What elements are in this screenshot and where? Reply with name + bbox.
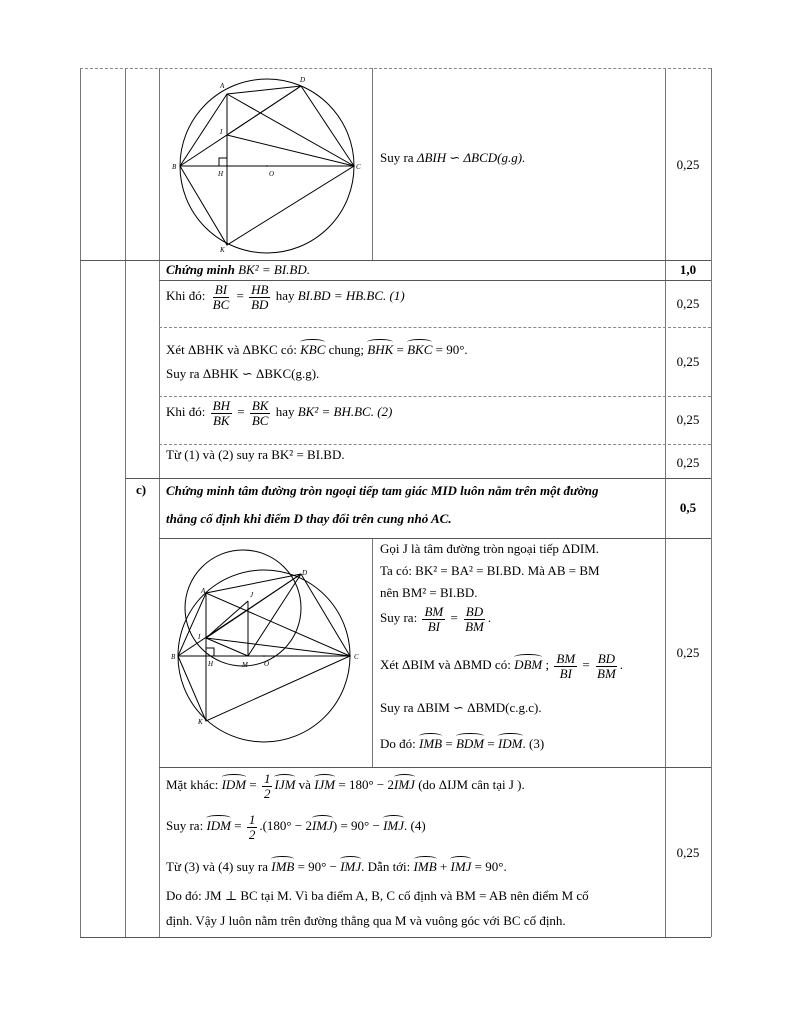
angle: BHK (367, 339, 393, 358)
table-border-right (711, 68, 712, 937)
figure-label: O (264, 660, 270, 668)
fraction: $\frac{1}{2}$ (248, 812, 256, 842)
angle: IMJ (312, 815, 333, 834)
row-divider (159, 280, 711, 281)
part-b-step3: Khi đó: $\frac{BH}{BK}$ = $\frac{BK}{BC}$ hay BK² = BH.BC. (2) (166, 398, 393, 428)
part-b-step1: Khi đó: $\frac{BI}{BC}$ = $\frac{HB}{BD}$ hay BI.BD = HB.BC. (1) (166, 282, 405, 312)
fraction: $\frac{BK}{BC}$ (251, 398, 269, 428)
row-divider (159, 767, 711, 768)
part-c-b1-l6: Suy ra ΔBIM ∽ ΔBMD(c.g.c). (380, 700, 542, 715)
figure-label: M (242, 661, 248, 669)
part-c-b2-l4: Do đó: JM ⊥ BC tại M. Vì ba điểm A, B, C cố định và BM = AB nên điểm M cố (166, 888, 589, 903)
part-c-heading-line1: Chứng minh tâm đường tròn ngoại tiếp tam giác MID luôn nằm trên một đường (166, 483, 599, 498)
score-cell: 0,25 (676, 412, 700, 427)
angle: IMJ (394, 774, 415, 793)
row-divider (159, 396, 711, 397)
angle: IJM (274, 774, 295, 793)
figure-label: H (218, 170, 224, 178)
angle: IDM (222, 774, 247, 793)
part-c-heading-line2: thẳng cố định khi điểm D thay đổi trên cung nhỏ AC. (166, 511, 452, 526)
fraction: $\frac{1}{2}$ (263, 771, 271, 801)
angle: IMB (414, 856, 437, 875)
part-c-b2-l2: Suy ra: IDM = $\frac{1}{2}$ .(180° − 2IMJ) = 90° − IMJ. (4) (166, 812, 426, 842)
part-c-b2-l1: Mặt khác: IDM = $\frac{1}{2}$ IJM và IJM = 180° − 2IMJ (do ΔIJM cân tại J ). (166, 771, 525, 801)
figure-label: D (300, 76, 306, 84)
part-c-b1-l4: Suy ra: $\frac{BM}{BI}$ = $\frac{BD}{BM}$ . (380, 604, 492, 634)
part-c-b1-l1: Gọi J là tâm đường tròn ngoại tiếp ΔDIM. (380, 541, 600, 556)
part-c-b1-l7: Do đó: IMB = BDM = IDM. (3) (380, 733, 544, 752)
figure-label: I (198, 633, 201, 641)
fraction: $\frac{BM}{BI}$ (424, 604, 444, 634)
score-cell: 0,25 (676, 157, 700, 172)
table-top-border (80, 68, 711, 69)
angle: BDM (456, 733, 484, 752)
score-cell: 0,25 (676, 354, 700, 369)
angle: BKC (407, 339, 432, 358)
part-c-b1-l3: nên BM² = BI.BD. (380, 585, 478, 600)
figure-label: I (220, 128, 223, 136)
figure-label: B (172, 163, 177, 171)
table-bottom-border (80, 937, 711, 938)
figure-label: A (220, 82, 225, 90)
part-c-b1-l5: Xét ΔBIM và ΔBMD có: DBM ; $\frac{BM}{BI}$ = $\frac{BD}{BM}$ . (380, 651, 624, 681)
table-col-divider-1 (125, 68, 126, 937)
angle: IDM (498, 733, 523, 752)
part-b-step2-line1: Xét ΔBHK và ΔBKC có: KBC chung; BHK = BKC = 90°. (166, 339, 468, 358)
fraction: $\frac{BD}{BM}$ (597, 651, 616, 681)
part-b-heading: Chứng minh BK² = BI.BD. (166, 262, 310, 277)
figure-label: D (302, 569, 308, 577)
row-divider (159, 327, 711, 328)
fraction: $\frac{BD}{BM}$ (465, 604, 484, 634)
geometry-figure-2 (168, 541, 368, 765)
angle: IMJ (340, 856, 361, 875)
figure-label: K (198, 718, 203, 726)
part-c-label: c) (136, 482, 147, 497)
angle: KBC (300, 339, 325, 358)
table-col-divider-3 (372, 68, 373, 260)
row-divider (80, 260, 711, 261)
row-divider (125, 478, 711, 479)
fraction: $\frac{BH}{BK}$ (212, 398, 230, 428)
geometry-figure-1 (168, 72, 368, 258)
angle: DBM (514, 654, 542, 673)
score-cell: 0,25 (676, 845, 700, 860)
part-c-b2-l3: Từ (3) và (4) suy ra IMB = 90° − IMJ. Dẫn tới: IMB + IMJ = 90°. (166, 856, 507, 875)
angle: IJM (314, 774, 335, 793)
score-cell: 0,25 (676, 455, 700, 470)
figure-label: C (356, 163, 361, 171)
part-b-step4: Từ (1) và (2) suy ra BK² = BI.BD. (166, 447, 345, 462)
angle: IMJ (450, 856, 471, 875)
row1-conclusion: Suy ra ΔBIH ∽ ΔBCD(g.g). (380, 150, 526, 165)
angle: IDM (206, 815, 231, 834)
fraction: $\frac{BI}{BC}$ (212, 282, 230, 312)
part-c-total: 0,5 (679, 500, 697, 515)
part-b-total: 1,0 (679, 262, 697, 277)
figure-label: K (220, 246, 225, 254)
fraction: $\frac{BM}{BI}$ (556, 651, 576, 681)
figure-label: C (354, 653, 359, 661)
row-divider (159, 538, 711, 539)
part-b-step2-line2: Suy ra ΔBHK ∽ ΔBKC(g.g). (166, 366, 320, 381)
table-border-left (80, 68, 81, 937)
figure-label: A (201, 587, 206, 595)
figure-label: J (250, 591, 254, 599)
part-c-b1-l2: Ta có: BK² = BA² = BI.BD. Mà AB = BM (380, 563, 600, 578)
figure-label: O (269, 170, 275, 178)
angle: IMJ (383, 815, 404, 834)
score-cell: 0,25 (676, 296, 700, 311)
table-col-divider-2 (159, 68, 160, 937)
row-divider (159, 444, 711, 445)
table-col-divider-3b (372, 538, 373, 767)
figure-label: B (171, 653, 176, 661)
figure-label: H (208, 660, 214, 668)
score-cell: 0,25 (676, 645, 700, 660)
angle: IMB (271, 856, 294, 875)
angle: IMB (419, 733, 442, 752)
fraction: $\frac{HB}{BD}$ (251, 282, 269, 312)
part-c-b2-l5: định. Vậy J luôn nằm trên đường thẳng qua M và vuông góc với BC cố định. (166, 913, 566, 928)
